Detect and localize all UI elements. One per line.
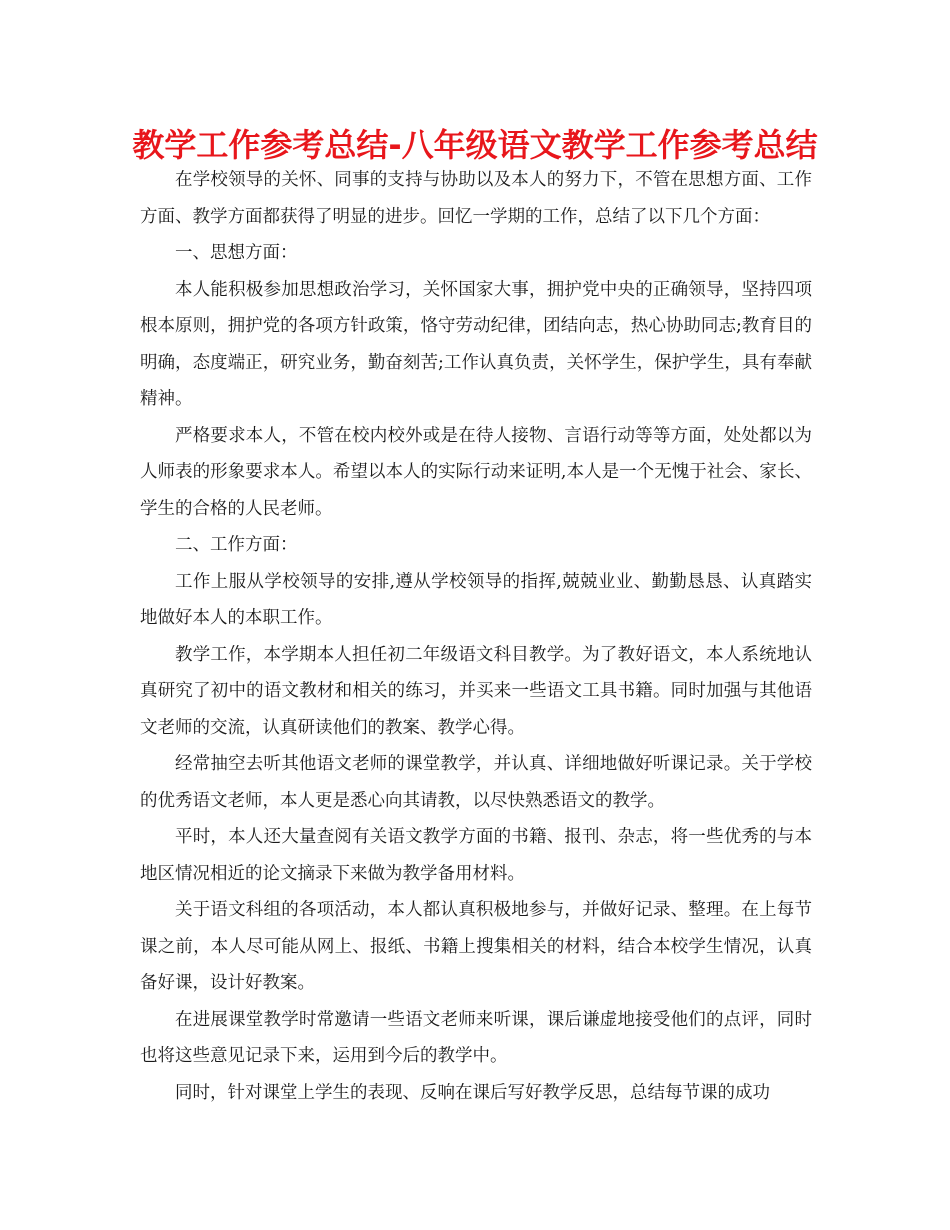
section-heading-work: 二、工作方面： bbox=[175, 535, 298, 555]
paragraph: 在进展课堂教学时常邀请一些语文老师来听课，课后谦虚地接受他们的点评，同时也将这些意见记录下来，运用到今后的教学中。 bbox=[140, 1009, 812, 1066]
paragraph-intro: 在学校领导的关怀、同事的支持与协助以及本人的努力下，不管在思想方面、工作方面、教学方面都获得了明显的进步。回忆一学期的工作，总结了以下几个方面： bbox=[140, 170, 812, 227]
paragraph: 经常抽空去听其他语文老师的课堂教学，并认真、详细地做好听课记录。关于学校的优秀语文老师，本人更是悉心向其请教，以尽快熟悉语文的教学。 bbox=[140, 754, 812, 811]
paragraph: 工作上服从学校领导的安排,遵从学校领导的指挥,兢兢业业、勤勤恳恳、认真踏实地做好本人的本职工作。 bbox=[140, 571, 812, 628]
document-title: 教学工作参考总结-八年级语文教学工作参考总结 bbox=[132, 126, 818, 164]
paragraph: 教学工作，本学期本人担任初二年级语文科目教学。为了教好语文，本人系统地认真研究了初中的语文教材和相关的练习，并买来一些语文工具书籍。同时加强与其他语文老师的交流，认真研读他们的教案、教学心得。 bbox=[140, 644, 812, 738]
paragraph: 本人能积极参加思想政治学习，关怀国家大事，拥护党中央的正确领导，坚持四项根本原则，拥护党的各项方针政策，恪守劳动纪律，团结向志，热心协助同志;教育目的明确，态度端正，研究业务，勤奋刻苦;工作认真负责，关怀学生，保护学生，具有奉献精神。 bbox=[140, 279, 812, 409]
paragraph: 关于语文科组的各项活动，本人都认真积极地参与，并做好记录、整理。在上每节课之前，本人尽可能从网上、报纸、书籍上搜集相关的材料，结合本校学生情况，认真备好课，设计好教案。 bbox=[140, 900, 812, 993]
paragraph: 平时，本人还大量查阅有关语文教学方面的书籍、报刊、杂志，将一些优秀的与本地区情况相近的论文摘录下来做为教学备用材料。 bbox=[140, 827, 812, 884]
document-body bbox=[140, 162, 812, 1111]
paragraph: 同时，针对课堂上学生的表现、反响在课后写好教学反思，总结每节课的成功 bbox=[175, 1082, 770, 1103]
section-heading-ideology: 一、思想方面： bbox=[175, 243, 298, 263]
paragraph: 严格要求本人，不管在校内校外或是在待人接物、言语行动等等方面，处处都以为人师表的形象要求本人。希望以本人的实际行动来证明,本人是一个无愧于社会、家长、学生的合格的人民老师。 bbox=[140, 425, 812, 519]
